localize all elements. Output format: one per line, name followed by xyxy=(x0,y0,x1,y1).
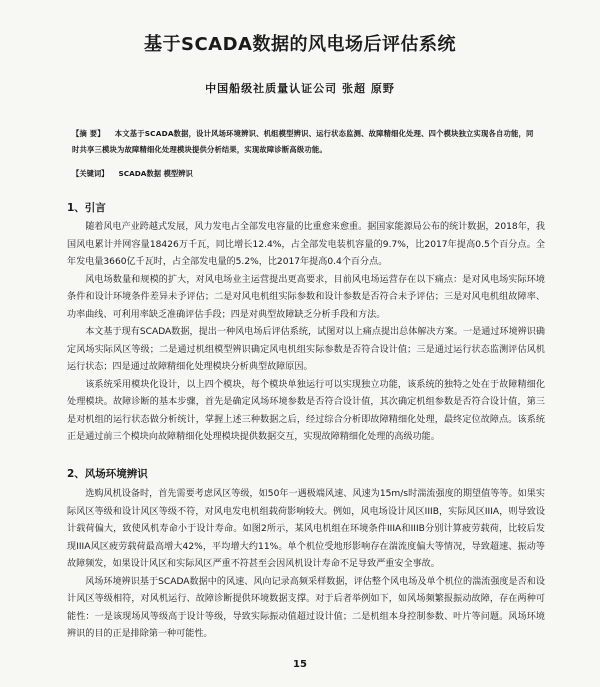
abstract-block xyxy=(72,126,540,158)
section-body-wind-environment xyxy=(67,486,545,644)
abstract-label: 【摘 要】 xyxy=(72,129,105,138)
paragraph: 该系统采用模块化设计，以上四个模块，每个模块单独运行可以实现独立功能，该系统的独特之处在于故障精细化处理模块。故障诊断的基本步骤，首先是确定风场环境参数是否符合设计值，其次确定机组参数是否符合设计值，第三是对机组的运行状态做分析统计，掌握上述三种数据之后，经过综合分析即故障精细化处理，最终定位故障点。该系统正是通过前三个模块向故障精细化处理模块提供数据交互，实现故障精细化处理的高级功能。 xyxy=(67,379,545,442)
section-heading-introduction: 1、引言 xyxy=(67,202,106,214)
paper-title: 基于SCADA数据的风电场后评估系统 xyxy=(144,34,456,55)
paragraph: 风电场数量和规模的扩大，对风电场业主运营提出更高要求，目前风电场运营存在以下痛点：是对风电场实际环境条件和设计环境条件差异未予评估；二是对风电机组实际参数和设计参数是否符合未予评估；三是对风电机组故障率、功率曲线、可利用率缺乏准确评估手段；四是对典型故障缺乏分析手段和方法。 xyxy=(67,274,545,320)
section-body-introduction xyxy=(67,219,545,447)
paragraph: 本文基于现有SCADA数据，提出一种风电场后评估系统，试图对以上痛点提出总体解决方案。一是通过环境辨识确定风场实际风区等级；二是通过机组模型辨识确定风电机组实际参数是否符合设计值；三是通过运行状态监测评估风机运行状态；四是通过故障精细化处理模块分析典型故障原因。 xyxy=(67,327,545,372)
author-line: 中国船级社质量认证公司 张超 原野 xyxy=(205,82,395,95)
keywords-text: SCADA数据 模型辨识 xyxy=(118,169,193,178)
paragraph: 风场环境辨识基于SCADA数据中的风速、风向记录高频采样数据，评估整个风电场及单个机位的湍流强度是否和设计风区等级相符，对风机运行、故障诊断提供环境数据支撑。对于后者举例如下，如风场频繁报振动故障，存在两种可能性：一是该现场风等级高于设计等级，导致实际振动值超过设计值；二是机组本身控制参数、叶片等问题。风场环境辨识的目的正是排除第一种可能性。 xyxy=(67,576,545,639)
keywords-label: 【关键词】 xyxy=(72,169,109,178)
page-number: 15 xyxy=(293,659,307,670)
keywords-block xyxy=(72,166,540,182)
paragraph: 随着风电产业跨越式发展，风力发电占全部发电容量的比重愈来愈重。据国家能源局公布的统计数据，2018年，我国风电累计并网容量18426万千瓦，同比增长12.4%，占全部发电装机容量的9.7%，比2017年提高0.5个百分点。全年发电量3660亿千瓦时，占全部发电量的5.2%，比2017年提高0.4个百分点。 xyxy=(67,222,545,267)
paragraph: 选购风机设备时，首先需要考虑风区等级，如50年一遇极端风速、风速为15m/s时湍流强度的期望值等等。如果实际风区等级和设计风区等级不符，对风电发电机组载荷影响较大。例如，风电场设计风区IIIB，实际风区IIIA，则导致设计载荷偏大，致使风机寿命小于设计寿命。如图2所示，某风电机组在环境条件IIIA和IIIB分别计算疲劳载荷，比较后发现IIIA风区疲劳载荷最高增大42%，平均增大约11%。单个机位受地形影响存在湍流度偏大等情况，导致超速、振动等故障频发，如果设计风区和实际风区严重不符甚至会因风机设计寿命不足导致严重安全事故。 xyxy=(67,489,545,569)
abstract-text: 本文基于SCADA数据，设计风场环境辨识、机组模型辨识、运行状态监测、故障精细化处理、四个模块独立实现各自功能，同时共享三模块为故障精细化处理模块提供分析结果，实现故障诊断高级功能。 xyxy=(72,129,534,154)
section-heading-wind-environment: 2、风场环境辨识 xyxy=(67,468,148,480)
